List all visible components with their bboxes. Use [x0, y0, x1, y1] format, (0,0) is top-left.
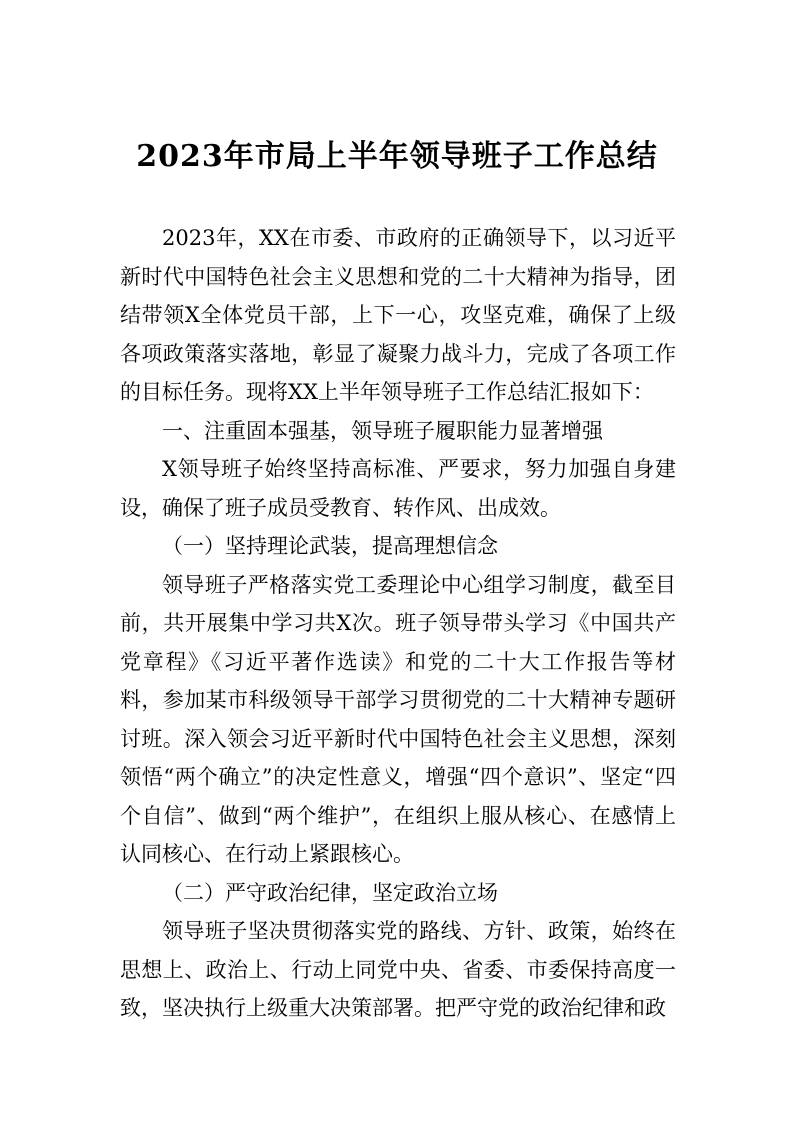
subsection-heading-1: （一）坚持理论武装，提高理想信念: [162, 534, 498, 558]
document-body: [120, 219, 676, 1028]
paragraph-subsection-2: 领导班子坚决贯彻落实党的路线、方针、政策，始终在思想上、政治上、行动上同党中央、省委、市委保持高度一致，坚决执行上级重大决策部署。把严守党的政治纪律和政: [120, 919, 676, 1020]
paragraph-section-1: X领导班子始终坚持高标准、严要求，努力加强自身建设，确保了班子成员受教育、转作风、出成效。: [120, 457, 676, 520]
subsection-heading-2: （二）严守政治纪律，坚定政治立场: [162, 880, 498, 905]
section-heading-1: 一、注重固本强基，领导班子履职能力显著增强: [162, 418, 603, 443]
paragraph-subsection-1: 领导班子严格落实党工委理论中心组学习制度，截至目前，共开展集中学习共X次。班子领导带头学习《中国共产党章程》《习近平著作选读》和党的二十大工作报告等材料，参加某市科级领导干部学习贯彻党的二十大精神专题研讨班。深入领会习近平新时代中国特色社会主义思想，深刻领悟“两个确立”的决定性意义，增强“四个意识”、坚定“四个自信”、做到“两个维护”，在组织上服从核心、在感情上认同核心、在行动上紧跟核心。: [120, 572, 676, 866]
document-title: 2023年市局上半年领导班子工作总结: [136, 139, 658, 174]
paragraph-intro: 2023年，XX在市委、市政府的正确领导下，以习近平新时代中国特色社会主义思想和党的二十大精神为指导，团结带领X全体党员干部，上下一心，攻坚克难，确保了上级各项政策落实落地，彰显了凝聚力战斗力，完成了各项工作的目标任务。现将XX上半年领导班子工作总结汇报如下：: [120, 226, 676, 404]
